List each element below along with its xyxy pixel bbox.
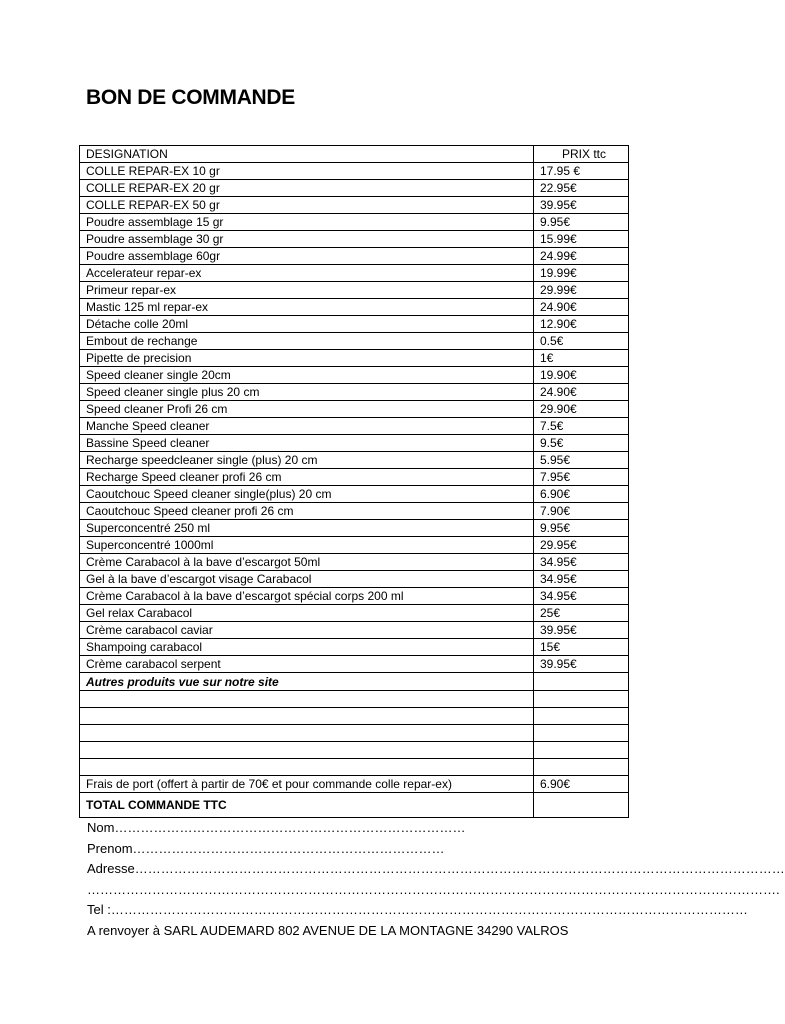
product-price: 6.90€ <box>534 486 629 503</box>
product-designation: Poudre assemblage 15 gr <box>80 214 534 231</box>
product-designation: Speed cleaner single 20cm <box>80 367 534 384</box>
table-row <box>80 231 629 248</box>
product-price: 1€ <box>534 350 629 367</box>
nom-field[interactable]: Nom……………………………………………………………………… <box>87 820 466 835</box>
total-row <box>80 793 629 818</box>
product-designation: Crème carabacol caviar <box>80 622 534 639</box>
product-price: 7.90€ <box>534 503 629 520</box>
table-row <box>80 452 629 469</box>
product-price: 9.95€ <box>534 214 629 231</box>
empty-price-cell <box>534 708 629 725</box>
product-designation: Superconcentré 250 ml <box>80 520 534 537</box>
product-designation: Poudre assemblage 60gr <box>80 248 534 265</box>
empty-price-cell <box>534 691 629 708</box>
frais-de-port-row <box>80 776 629 793</box>
autres-produits-row <box>80 673 629 691</box>
empty-row <box>80 742 629 759</box>
empty-row <box>80 691 629 708</box>
product-designation: Speed cleaner single plus 20 cm <box>80 384 534 401</box>
table-row <box>80 197 629 214</box>
table-row <box>80 316 629 333</box>
product-price: 22.95€ <box>534 180 629 197</box>
product-price: 34.95€ <box>534 571 629 588</box>
return-address: A renvoyer à SARL AUDEMARD 802 AVENUE DE LA MONTAGNE 34290 VALROS <box>87 922 569 938</box>
product-price: 29.90€ <box>534 401 629 418</box>
product-designation: Gel à la bave d’escargot visage Carabacol <box>80 571 534 588</box>
table-row <box>80 537 629 554</box>
product-designation: Shampoing carabacol <box>80 639 534 656</box>
product-designation: COLLE REPAR-EX 50 gr <box>80 197 534 214</box>
table-row <box>80 554 629 571</box>
table-row <box>80 520 629 537</box>
product-designation: Gel relax Carabacol <box>80 605 534 622</box>
table-header-row <box>80 146 629 163</box>
empty-price-cell <box>534 742 629 759</box>
product-designation: Crème Carabacol à la bave d’escargot 50ml <box>80 554 534 571</box>
table-row <box>80 367 629 384</box>
product-designation: Mastic 125 ml repar-ex <box>80 299 534 316</box>
product-price: 34.95€ <box>534 554 629 571</box>
product-designation: Détache colle 20ml <box>80 316 534 333</box>
product-designation: Recharge Speed cleaner profi 26 cm <box>80 469 534 486</box>
product-designation: Accelerateur repar-ex <box>80 265 534 282</box>
product-price: 15€ <box>534 639 629 656</box>
product-designation: Superconcentré 1000ml <box>80 537 534 554</box>
frais-de-port-price: 6.90€ <box>534 776 629 793</box>
product-price: 9.95€ <box>534 520 629 537</box>
product-price: 0.5€ <box>534 333 629 350</box>
product-designation: Poudre assemblage 30 gr <box>80 231 534 248</box>
product-price: 19.90€ <box>534 367 629 384</box>
product-price: 24.90€ <box>534 384 629 401</box>
product-designation: Caoutchouc Speed cleaner profi 26 cm <box>80 503 534 520</box>
table-row <box>80 571 629 588</box>
empty-designation-cell <box>80 742 534 759</box>
table-row <box>80 486 629 503</box>
table-row <box>80 605 629 622</box>
product-designation: Bassine Speed cleaner <box>80 435 534 452</box>
product-designation: Primeur repar-ex <box>80 282 534 299</box>
table-row <box>80 265 629 282</box>
empty-price-cell <box>534 673 629 691</box>
product-designation: Crème Carabacol à la bave d’escargot spécial corps 200 ml <box>80 588 534 605</box>
empty-price-cell <box>534 725 629 742</box>
empty-price-cell <box>534 759 629 776</box>
table-row <box>80 588 629 605</box>
adresse-field[interactable]: Adresse…………………………………………………………………………………………………………………………………… <box>87 861 785 876</box>
empty-row <box>80 708 629 725</box>
product-price: 7.95€ <box>534 469 629 486</box>
empty-designation-cell <box>80 759 534 776</box>
table-row <box>80 503 629 520</box>
prenom-field[interactable]: Prenom……………………………………………………………… <box>87 840 445 856</box>
table-row <box>80 469 629 486</box>
product-price: 9.5€ <box>534 435 629 452</box>
product-designation: COLLE REPAR-EX 20 gr <box>80 180 534 197</box>
product-designation: Crème carabacol serpent <box>80 656 534 673</box>
product-price: 39.95€ <box>534 656 629 673</box>
adresse-field-line2[interactable]: ……………………………………………………………………………………………………………………………………………. <box>87 881 780 897</box>
empty-designation-cell <box>80 691 534 708</box>
table-row <box>80 299 629 316</box>
product-price: 24.99€ <box>534 248 629 265</box>
table-row <box>80 180 629 197</box>
product-price: 39.95€ <box>534 197 629 214</box>
tel-field[interactable]: Tel :………………………………………………………………………………………………………………………………… <box>87 902 748 917</box>
empty-row <box>80 759 629 776</box>
product-price: 24.90€ <box>534 299 629 316</box>
product-price: 15.99€ <box>534 231 629 248</box>
product-designation: Embout de rechange <box>80 333 534 350</box>
table-row <box>80 163 629 180</box>
table-row <box>80 350 629 367</box>
empty-designation-cell <box>80 708 534 725</box>
product-designation: COLLE REPAR-EX 10 gr <box>80 163 534 180</box>
product-designation: Pipette de precision <box>80 350 534 367</box>
table-row <box>80 401 629 418</box>
header-designation: DESIGNATION <box>80 146 534 163</box>
total-label: TOTAL COMMANDE TTC <box>80 793 534 818</box>
header-price: PRIX ttc <box>534 146 629 163</box>
product-price: 19.99€ <box>534 265 629 282</box>
customer-form <box>87 818 785 941</box>
table-row <box>80 435 629 452</box>
total-value-cell <box>534 793 629 818</box>
product-price: 34.95€ <box>534 588 629 605</box>
page-title: BON DE COMMANDE <box>86 86 295 109</box>
table-row <box>80 282 629 299</box>
empty-row <box>80 725 629 742</box>
product-price: 7.5€ <box>534 418 629 435</box>
product-price: 5.95€ <box>534 452 629 469</box>
table-row <box>80 639 629 656</box>
product-price: 39.95€ <box>534 622 629 639</box>
product-price: 29.99€ <box>534 282 629 299</box>
product-price: 12.90€ <box>534 316 629 333</box>
product-designation: Caoutchouc Speed cleaner single(plus) 20 cm <box>80 486 534 503</box>
table-row <box>80 333 629 350</box>
order-table <box>79 145 629 818</box>
product-designation: Speed cleaner Profi 26 cm <box>80 401 534 418</box>
product-price: 17.95 € <box>534 163 629 180</box>
product-designation: Recharge speedcleaner single (plus) 20 cm <box>80 452 534 469</box>
product-designation: Manche Speed cleaner <box>80 418 534 435</box>
table-row <box>80 214 629 231</box>
table-row <box>80 622 629 639</box>
frais-de-port-label: Frais de port (offert à partir de 70€ et pour commande colle repar-ex) <box>80 776 534 793</box>
empty-designation-cell <box>80 725 534 742</box>
product-price: 25€ <box>534 605 629 622</box>
table-row <box>80 656 629 673</box>
autres-produits-label: Autres produits vue sur notre site <box>80 673 534 691</box>
table-row <box>80 418 629 435</box>
table-row <box>80 384 629 401</box>
product-price: 29.95€ <box>534 537 629 554</box>
table-row <box>80 248 629 265</box>
